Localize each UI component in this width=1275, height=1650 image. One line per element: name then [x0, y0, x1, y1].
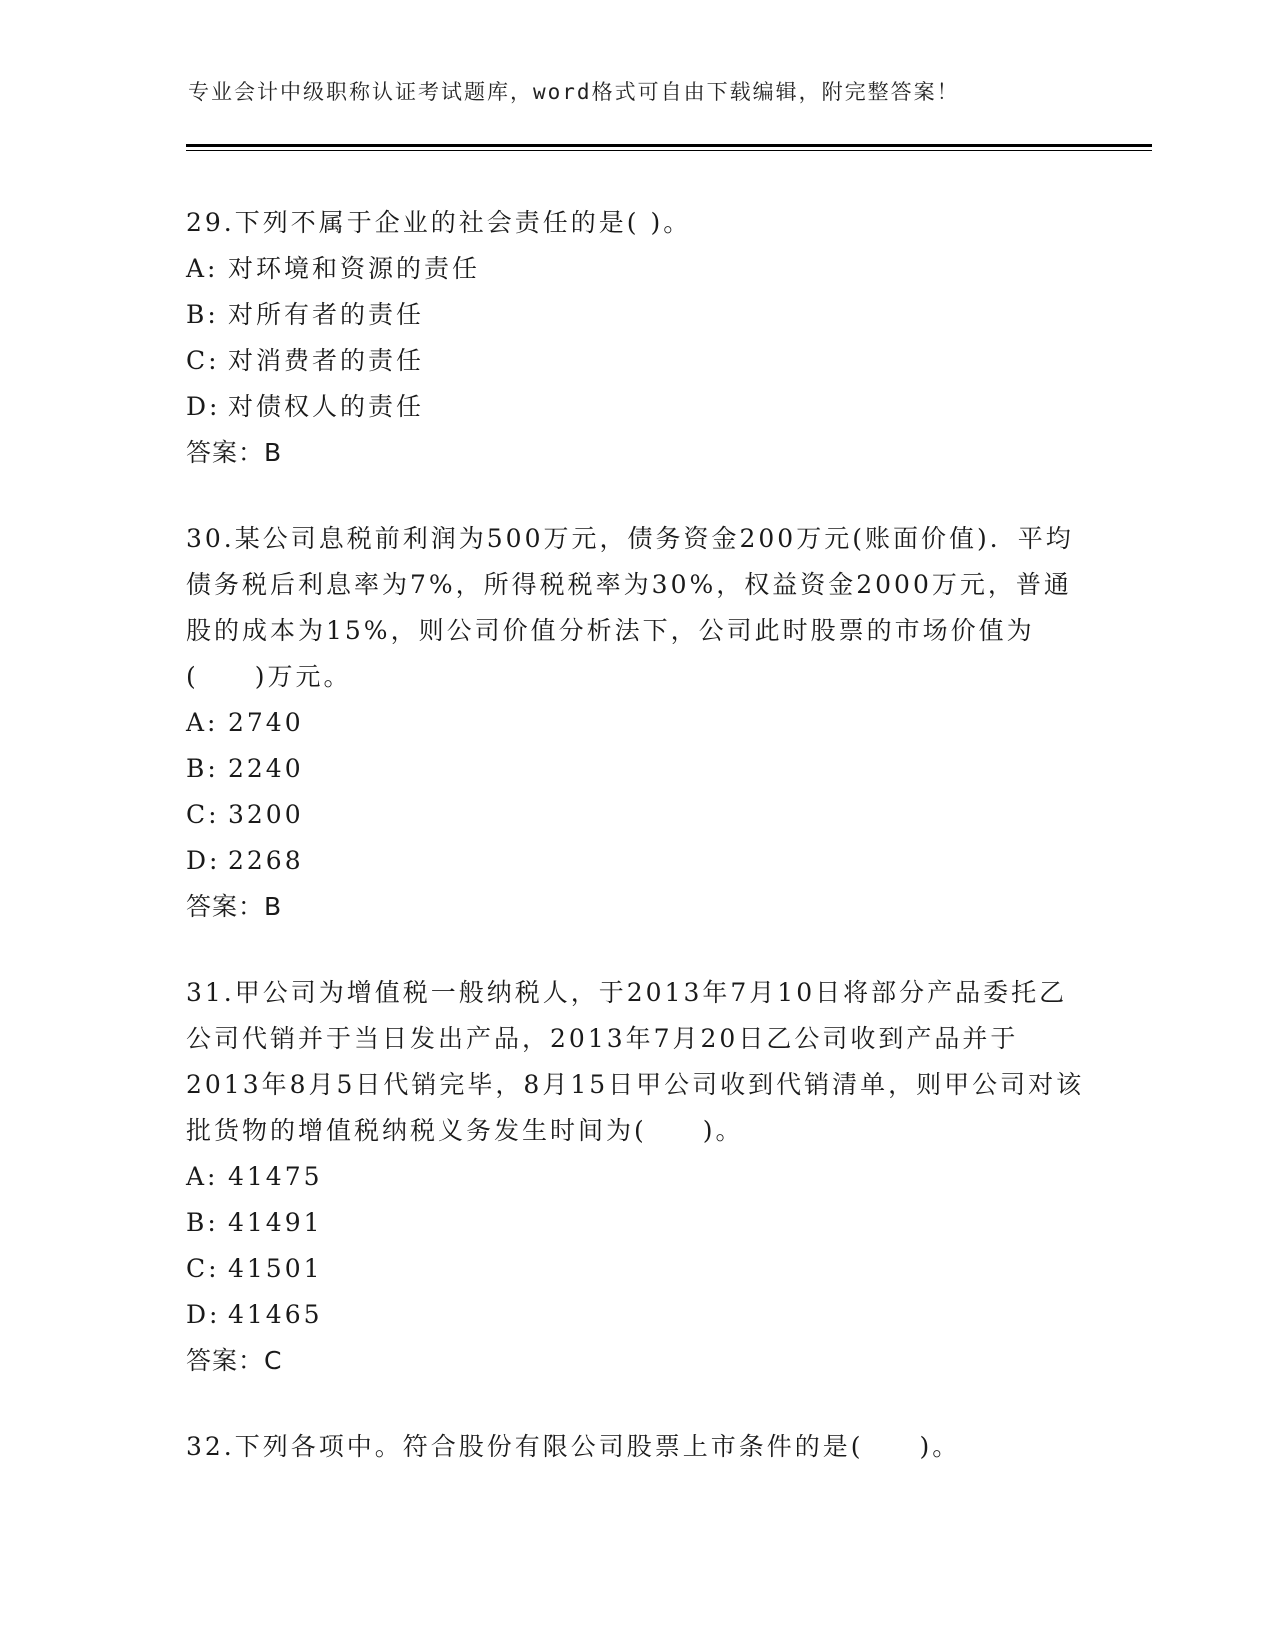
header-divider [186, 144, 1152, 147]
option-letter: C: [186, 800, 220, 829]
option-text: 41475 [228, 1162, 323, 1191]
question-stem: 31.甲公司为增值税一般纳税人，于2013年7月10日将部分产品委托乙公司代销并于当日发出产品，2013年7月20日乙公司收到产品并于2013年8月5日代销完毕，8月15日甲公司收到代销清单，则甲公司对该批货物的增值税纳税义务发生时间为( )。 [186, 978, 1085, 1145]
option-letter: B: [186, 1208, 219, 1237]
option-b [186, 292, 1086, 338]
answer-line: 答案：C [186, 1346, 283, 1375]
question-stem: 32.下列各项中。符合股份有限公司股票上市条件的是( )。 [186, 1432, 961, 1461]
question-31 [186, 970, 1086, 1384]
option-letter: D: [186, 846, 221, 875]
answer-line: 答案：B [186, 438, 283, 467]
option-text: 41465 [228, 1300, 323, 1329]
option-c [186, 338, 1086, 384]
option-letter: A: [186, 254, 219, 283]
question-list [186, 200, 1086, 1510]
question-32 [186, 1424, 1086, 1470]
option-text: 对环境和资源的责任 [228, 254, 481, 283]
option-letter: B: [186, 300, 219, 329]
option-text: 对所有者的责任 [228, 300, 425, 329]
option-c [186, 792, 1086, 838]
option-text: 3200 [228, 800, 304, 829]
question-stem: 30.某公司息税前利润为500万元，债务资金200万元(账面价值)．平均债务税后利息率为7%，所得税税率为30%，权益资金2000万元，普通股的成本为15%，则公司价值分析法下，公司此时股票的市场价值为( )万元。 [186, 524, 1074, 691]
option-b [186, 1200, 1086, 1246]
page-header: 专业会计中级职称认证考试题库，word格式可自由下载编辑，附完整答案！ [188, 80, 960, 104]
question-stem: 29.下列不属于企业的社会责任的是( )。 [186, 208, 692, 237]
option-text: 41501 [228, 1254, 323, 1283]
option-letter: C: [186, 1254, 220, 1283]
option-letter: C: [186, 346, 220, 375]
option-b [186, 746, 1086, 792]
option-letter: A: [186, 708, 219, 737]
option-letter: D: [186, 1300, 221, 1329]
option-d [186, 1292, 1086, 1338]
question-30 [186, 516, 1086, 930]
option-d [186, 384, 1086, 430]
option-letter: A: [186, 1162, 219, 1191]
header-divider-thin [186, 150, 1152, 151]
option-text: 2240 [228, 754, 304, 783]
option-a [186, 1154, 1086, 1200]
question-29 [186, 200, 1086, 476]
option-c [186, 1246, 1086, 1292]
option-letter: D: [186, 392, 221, 421]
option-text: 2268 [228, 846, 304, 875]
option-a [186, 700, 1086, 746]
option-d [186, 838, 1086, 884]
option-letter: B: [186, 754, 219, 783]
option-text: 2740 [228, 708, 304, 737]
option-text: 41491 [228, 1208, 323, 1237]
answer-line: 答案：B [186, 892, 283, 921]
option-text: 对债权人的责任 [228, 392, 425, 421]
option-a [186, 246, 1086, 292]
option-text: 对消费者的责任 [228, 346, 425, 375]
